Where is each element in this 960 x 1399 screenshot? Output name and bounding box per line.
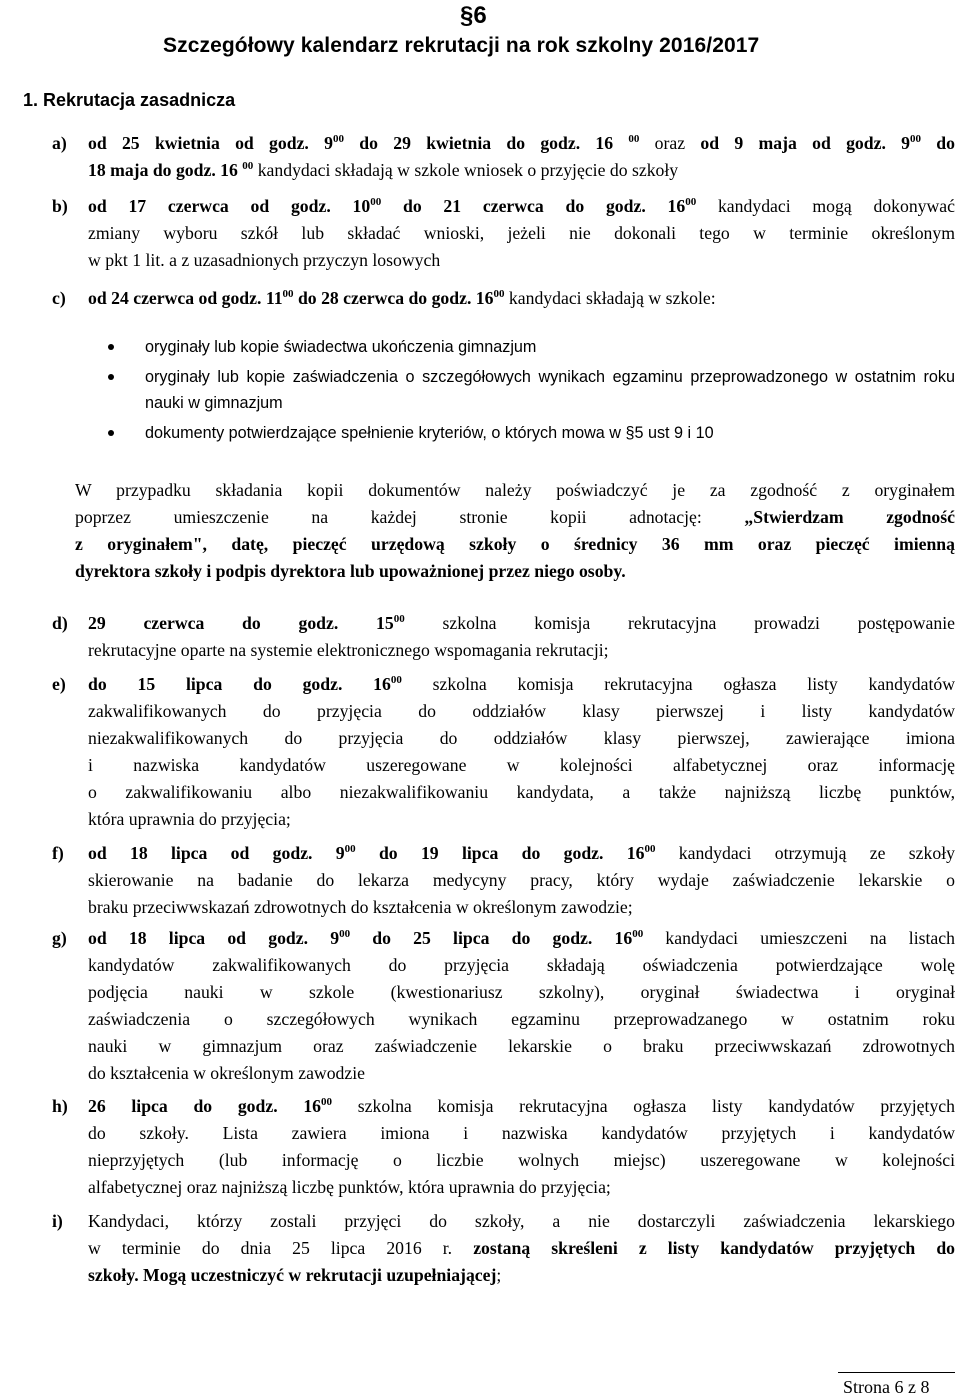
item-line: zaświadczenia o szczegółowych wynikach egzaminu przeprowadzanego w ostatnim roku (88, 1009, 955, 1029)
document-title: Szczegółowy kalendarz rekrutacji na rok szkolny 2016/2017 (163, 34, 760, 57)
item-label: i) (52, 1211, 63, 1231)
item-line: szkoły. Mogą uczestniczyć w rekrutacji uzupełniającej; (88, 1265, 502, 1285)
item-line: niezakwalifikowanych do przyjęcia do oddziałów klasy pierwszej, zawierające imiona (88, 728, 955, 748)
bullet-icon (108, 430, 114, 436)
footer-divider (838, 1372, 955, 1373)
item-label: e) (52, 674, 66, 694)
item-label: g) (52, 928, 67, 948)
item-a (52, 130, 955, 184)
bullet-icon (108, 374, 114, 380)
item-line: nieprzyjętych (lub informację o liczbie wolnych miejsc) uszeregowane w kolejności (88, 1150, 955, 1170)
item-label: c) (52, 288, 66, 308)
item-label: d) (52, 613, 68, 633)
item-line: Kandydaci, którzy zostali przyjęci do szkoły, a nie dostarczyli zaświadczenia lekarskiego (88, 1211, 955, 1231)
item-h (52, 1093, 955, 1201)
item-line: do kształcenia w określonym zawodzie (88, 1063, 366, 1083)
item-line: od 17 czerwca od godz. $10^{00}$ do 21 czerwca do godz. $16^{00}$ kandydaci mogą dokonywać (88, 196, 956, 216)
item-b (52, 193, 955, 274)
item-d (52, 610, 955, 664)
list-item: dokumenty potwierdzające spełnienie kryteriów, o których mowa w §5 ust 9 i 10 (108, 420, 955, 446)
item-line: alfabetycznej oraz najniższą liczbę punktów, która uprawnia do przyjęcia; (88, 1177, 611, 1197)
list-item: oryginały lub kopie zaświadczenia o szczegółowych wynikach egzaminu przeprowadzonego w ostatnim roku nauki w gimnazjum (108, 364, 955, 416)
item-line: braku przeciwwskazań zdrowotnych do kształcenia w określonym zawodzie; (88, 897, 633, 917)
bullet-icon (108, 344, 114, 350)
section-heading: 1. Rekrutacja zasadnicza (23, 90, 236, 110)
item-line: 26 lipca do godz. $16^{00}$ szkolna komisja rekrutacyjna ogłasza listy kandydatów przyjętych (88, 1096, 955, 1116)
item-line: i nazwiska kandydatów uszeregowane w kolejności alfabetycznej oraz informację (88, 755, 955, 775)
item-label: a) (52, 133, 67, 153)
item-line: do 15 lipca do godz. $16^{00}$ szkolna komisja rekrutacyjna ogłasza listy kandydatów (88, 674, 955, 694)
required-documents-list (108, 334, 955, 450)
item-e (52, 671, 955, 833)
item-line: 29 czerwca do godz. $15^{00}$ szkolna komisja rekrutacyjna prowadzi postępowanie (88, 613, 955, 633)
item-line: od 25 kwietnia od godz. $9^{00}$ do 29 kwietnia do godz. 16 $^{00}$ oraz od 9 maja od godz. $9^{00}$ do (88, 133, 955, 153)
item-line: zmiany wyboru szkół lub składać wnioski, jeżeli nie dokonali tego w terminie określonym (88, 223, 955, 243)
item-label: f) (52, 843, 64, 863)
certification-note: W przypadku składania kopii dokumentów należy poświadczyć je za zgodność z oryginałem poprzez umieszczenie na każdej stronie kopii adnotację: „Stwierdzam zgodność z oryginałem", datę, pieczęć urzędową szkoły o średnicy 36 mm oraz pieczęć imienną dyrektora szkoły i podpis dyrektora lub upoważnionej przez niego osoby. (75, 480, 955, 581)
item-i (52, 1208, 955, 1289)
item-line: w pkt 1 lit. a z uzasadnionych przyczyn losowych (88, 250, 441, 270)
item-line: rekrutacyjne oparte na systemie elektronicznego wspomagania rekrutacji; (88, 640, 609, 660)
list-item: oryginały lub kopie świadectwa ukończenia gimnazjum (108, 334, 955, 360)
item-line: o zakwalifikowaniu albo niezakwalifikowaniu kandydata, a także najniższą liczbę punktów, (88, 782, 955, 802)
item-line: 18 maja do godz. 16 $^{00}$ kandydaci składają w szkole wniosek o przyjęcie do szkoły (88, 160, 679, 180)
item-c (52, 285, 955, 312)
section-mark: §6 (460, 2, 487, 29)
item-line: od 18 lipca od godz. $9^{00}$ do 19 lipca do godz. $16^{00}$ kandydaci otrzymują ze szkoły (88, 843, 955, 863)
item-f (52, 840, 955, 921)
page-number: Strona 6 z 8 (843, 1377, 930, 1397)
item-label: h) (52, 1096, 68, 1116)
item-line: w terminie do dnia 25 lipca 2016 r. zostaną skreśleni z listy kandydatów przyjętych do (88, 1238, 956, 1258)
item-line: podjęcia nauki w szkole (kwestionariusz szkolny), oryginał świadectwa i oryginał (88, 982, 955, 1002)
item-line: skierowanie na badanie do lekarza medycyny pracy, który wydaje zaświadczenie lekarskie o (88, 870, 955, 890)
item-line: nauki w gimnazjum oraz zaświadczenie lekarskie o braku przeciwwskazań zdrowotnych (88, 1036, 955, 1056)
item-line: zakwalifikowanych do przyjęcia do oddziałów klasy pierwszej i listy kandydatów (88, 701, 955, 721)
item-line: do szkoły. Lista zawiera imiona i nazwiska kandydatów przyjętych i kandydatów (88, 1123, 955, 1143)
item-line: od 18 lipca od godz. $9^{00}$ do 25 lipca do godz. $16^{00}$ kandydaci umieszczeni na listach (88, 928, 955, 948)
item-line: która uprawnia do przyjęcia; (88, 809, 291, 829)
item-line: kandydatów zakwalifikowanych do przyjęcia składają oświadczenia potwierdzające wolę (88, 955, 955, 975)
item-label: b) (52, 196, 68, 216)
item-g (52, 925, 955, 1087)
item-line: od 24 czerwca od godz. $11^{00}$ do 28 czerwca do godz. $16^{00}$ kandydaci składają w szkole: (88, 288, 716, 308)
